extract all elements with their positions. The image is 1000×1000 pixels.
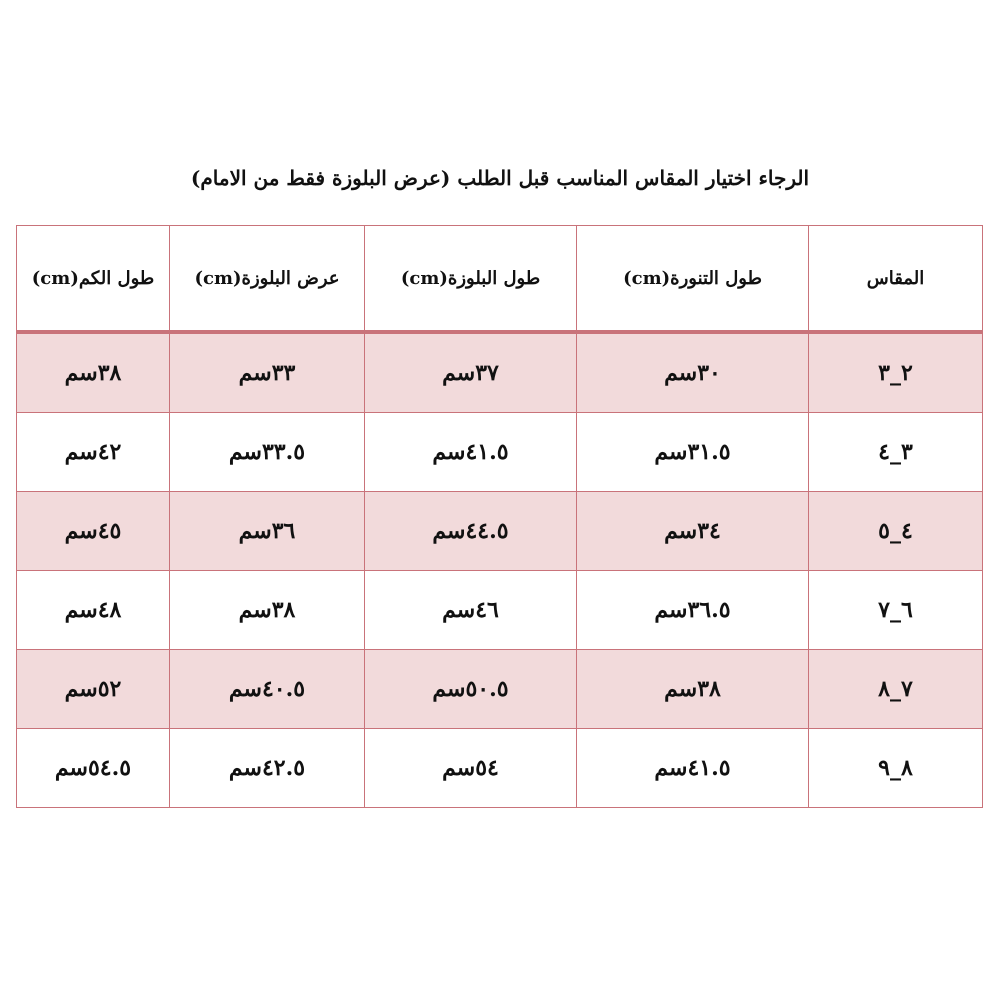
cell-blouse-length: ٤٤.٥سم <box>365 492 577 571</box>
table-row <box>17 332 983 413</box>
cell-size: ٤_٥ <box>809 492 983 571</box>
cell-blouse-length: ٣٧سم <box>365 332 577 413</box>
cell-blouse-width: ٣٣.٥سم <box>170 413 365 492</box>
cell-sleeve-length: ٣٨سم <box>17 332 170 413</box>
cell-sleeve-length: ٤٥سم <box>17 492 170 571</box>
table-row <box>17 571 983 650</box>
cell-size: ٢_٣ <box>809 332 983 413</box>
cell-sleeve-length: ٥٤.٥سم <box>17 729 170 808</box>
cell-skirt-length: ٣١.٥سم <box>577 413 809 492</box>
cell-skirt-length: ٣٠سم <box>577 332 809 413</box>
cell-blouse-length: ٤٦سم <box>365 571 577 650</box>
cell-blouse-width: ٣٣سم <box>170 332 365 413</box>
table-row <box>17 729 983 808</box>
page-title: الرجاء اختيار المقاس المناسب قبل الطلب (عرض البلوزة فقط من الامام) <box>190 166 810 190</box>
cell-skirt-length: ٤١.٥سم <box>577 729 809 808</box>
header-sleeve-length: طول الكم(cm) <box>17 226 170 333</box>
cell-blouse-width: ٤٠.٥سم <box>170 650 365 729</box>
table-row <box>17 650 983 729</box>
cell-size: ٦_٧ <box>809 571 983 650</box>
cell-sleeve-length: ٤٢سم <box>17 413 170 492</box>
cell-blouse-length: ٤١.٥سم <box>365 413 577 492</box>
header-blouse-width: عرض البلوزة(cm) <box>170 226 365 333</box>
cell-blouse-length: ٥٤سم <box>365 729 577 808</box>
cell-size: ٧_٨ <box>809 650 983 729</box>
cell-skirt-length: ٣٨سم <box>577 650 809 729</box>
cell-blouse-width: ٣٨سم <box>170 571 365 650</box>
cell-blouse-length: ٥٠.٥سم <box>365 650 577 729</box>
cell-sleeve-length: ٤٨سم <box>17 571 170 650</box>
cell-blouse-width: ٤٢.٥سم <box>170 729 365 808</box>
cell-sleeve-length: ٥٢سم <box>17 650 170 729</box>
table-header-row <box>17 226 983 333</box>
cell-skirt-length: ٣٦.٥سم <box>577 571 809 650</box>
cell-size: ٣_٤ <box>809 413 983 492</box>
header-size: المقاس <box>809 226 983 333</box>
cell-blouse-width: ٣٦سم <box>170 492 365 571</box>
table-row <box>17 413 983 492</box>
table-row <box>17 492 983 571</box>
header-blouse-length: طول البلوزة(cm) <box>365 226 577 333</box>
cell-skirt-length: ٣٤سم <box>577 492 809 571</box>
header-skirt-length: طول التنورة(cm) <box>577 226 809 333</box>
cell-size: ٨_٩ <box>809 729 983 808</box>
size-chart-table <box>16 225 983 808</box>
